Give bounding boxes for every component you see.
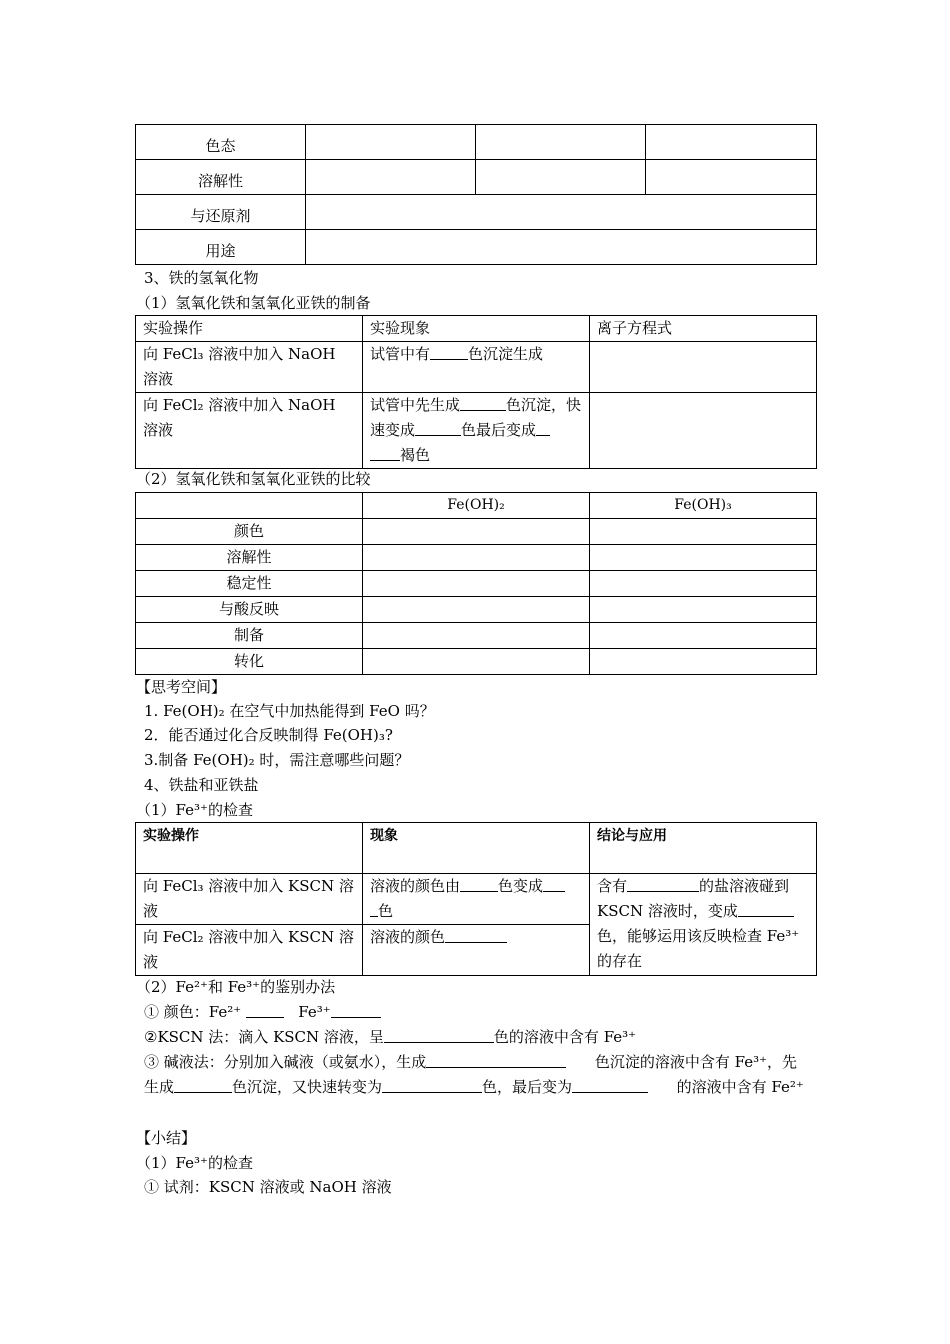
row-label: 转化 <box>136 649 363 675</box>
section-title: 4、铁盐和亚铁盐 <box>144 776 259 794</box>
column-header <box>363 823 590 874</box>
column-header: 实验现象 <box>363 316 590 342</box>
table-cell[interactable] <box>590 519 817 545</box>
column-header: 离子方程式 <box>590 316 817 342</box>
column-header <box>136 823 363 874</box>
row-label: 色态 <box>136 125 306 160</box>
subsection-title: （2）氢氧化铁和氢氧化亚铁的比较 <box>136 470 371 488</box>
preparation-table <box>135 315 817 469</box>
header-text: 现象 <box>370 828 398 844</box>
summary-title: 【小结】 <box>136 1129 197 1147</box>
phenomenon-cell <box>363 393 590 469</box>
fill-blank[interactable] <box>445 928 507 943</box>
fill-blank[interactable] <box>738 902 794 917</box>
table-cell[interactable] <box>363 597 590 623</box>
fill-blank[interactable] <box>384 1028 494 1043</box>
operation-cell: 向 FeCl₃ 溶液中加入 NaOH 溶液 <box>136 342 363 393</box>
text: Fe³⁺ <box>298 1003 331 1021</box>
text: 的溶液中含有 Fe²⁺ <box>676 1078 804 1096</box>
table-cell[interactable] <box>590 649 817 675</box>
table-cell[interactable] <box>646 125 817 160</box>
row-label: 溶解性 <box>136 545 363 571</box>
table-cell <box>136 493 363 519</box>
subsection-title: （1）Fe³⁺的检查 <box>136 801 253 819</box>
fill-blank[interactable] <box>430 345 468 360</box>
subsection-title: （1）氢氧化铁和氢氧化亚铁的制备 <box>136 294 371 312</box>
table-cell[interactable] <box>306 160 476 195</box>
column-header <box>590 823 817 874</box>
text: 色最后变成 <box>461 421 537 439</box>
table-cell[interactable] <box>363 649 590 675</box>
row-label: 颜色 <box>136 519 363 545</box>
text: 色沉淀的溶液中含有 Fe³⁺，先生成 <box>144 1053 798 1096</box>
subsection-title: （1）Fe³⁺的检查 <box>136 1154 253 1172</box>
header-text: 结论与应用 <box>597 828 667 844</box>
text: 色沉淀，快速变成 <box>370 396 582 439</box>
properties-table <box>135 124 817 265</box>
fill-blank[interactable] <box>536 421 550 436</box>
fill-blank[interactable] <box>382 1078 482 1093</box>
row-label: 制备 <box>136 623 363 649</box>
think-title: 【思考空间】 <box>136 678 227 696</box>
text: 褐色 <box>400 446 431 464</box>
table-cell[interactable] <box>363 519 590 545</box>
text: 溶液的颜色由 <box>370 877 461 895</box>
text: 色变成 <box>498 877 544 895</box>
operation-cell: 向 FeCl₂ 溶液中加入 NaOH 溶液 <box>136 393 363 469</box>
method-2 <box>144 1027 636 1047</box>
fill-blank[interactable] <box>426 1053 566 1068</box>
table-cell[interactable] <box>476 160 646 195</box>
equation-cell[interactable] <box>590 342 817 393</box>
header-text: 实验操作 <box>143 828 199 844</box>
phenomenon-cell <box>363 342 590 393</box>
phenomenon-cell <box>363 925 590 976</box>
method-3 <box>144 1050 806 1100</box>
row-label: 与酸反映 <box>136 597 363 623</box>
row-label: 稳定性 <box>136 571 363 597</box>
text: 溶液的颜色 <box>370 928 446 946</box>
question-3: 3.制备 Fe(OH)₂ 时，需注意哪些问题？ <box>144 751 410 769</box>
column-header: 实验操作 <box>136 316 363 342</box>
method-1 <box>144 1002 381 1022</box>
fill-blank[interactable] <box>331 1003 381 1018</box>
table-cell[interactable] <box>363 545 590 571</box>
text: 色，最后变为 <box>482 1078 573 1096</box>
fill-blank[interactable] <box>370 446 400 461</box>
text: ③ 碱液法：分别加入碱液（或氨水），生成 <box>144 1053 427 1071</box>
text: 试管中先生成 <box>370 396 461 414</box>
fill-blank[interactable] <box>572 1078 648 1093</box>
text: 含有 <box>597 877 628 895</box>
fill-blank[interactable] <box>370 902 378 917</box>
table-cell[interactable] <box>306 125 476 160</box>
equation-cell[interactable] <box>590 393 817 469</box>
phenomenon-cell <box>363 874 590 925</box>
text: 试管中有 <box>370 345 431 363</box>
comparison-table <box>135 492 817 675</box>
table-cell[interactable] <box>476 125 646 160</box>
fill-blank[interactable] <box>174 1078 232 1093</box>
table-cell[interactable] <box>306 195 817 230</box>
fill-blank[interactable] <box>246 1003 284 1018</box>
text: 色沉淀，又快速转变为 <box>232 1078 383 1096</box>
conclusion-cell <box>590 874 817 976</box>
table-cell[interactable] <box>646 160 817 195</box>
question-2: 2．能否通过化合反映制得 Fe(OH)₃? <box>144 726 393 744</box>
operation-cell: 向 FeCl₂ 溶液中加入 KSCN 溶液 <box>136 925 363 976</box>
subsection-title: （2）Fe²⁺和 Fe³⁺的鉴别办法 <box>136 978 336 996</box>
column-header: Fe(OH)₃ <box>590 493 817 519</box>
fill-blank[interactable] <box>460 877 498 892</box>
table-cell[interactable] <box>306 230 817 265</box>
table-cell[interactable] <box>363 571 590 597</box>
text: 的盐溶液碰到 KSCN 溶液时，变成 <box>597 877 790 920</box>
table-cell[interactable] <box>590 571 817 597</box>
text: ②KSCN 法：滴入 KSCN 溶液，呈 <box>144 1028 384 1046</box>
text: 色，能够运用该反映检查 Fe³⁺的存在 <box>597 927 800 970</box>
text: 色的溶液中含有 Fe³⁺ <box>493 1028 637 1046</box>
section-title: 3、铁的氢氧化物 <box>144 269 259 287</box>
row-label: 用途 <box>136 230 306 265</box>
row-label: 溶解性 <box>136 160 306 195</box>
fill-blank[interactable] <box>460 396 506 411</box>
summary-line-1: ① 试剂：KSCN 溶液或 NaOH 溶液 <box>144 1178 392 1196</box>
text: ① 颜色：Fe²⁺ <box>144 1003 242 1021</box>
column-header: Fe(OH)₂ <box>363 493 590 519</box>
text: 色 <box>378 902 394 920</box>
question-1: 1. Fe(OH)₂ 在空气中加热能得到 FeO 吗？ <box>144 702 435 720</box>
table-cell[interactable] <box>590 545 817 571</box>
operation-cell: 向 FeCl₃ 溶液中加入 KSCN 溶液 <box>136 874 363 925</box>
table-cell[interactable] <box>363 623 590 649</box>
fill-blank[interactable] <box>543 877 565 892</box>
table-cell[interactable] <box>590 597 817 623</box>
fe3-test-table <box>135 822 817 976</box>
table-cell[interactable] <box>590 623 817 649</box>
fill-blank[interactable] <box>415 421 461 436</box>
text: 色沉淀生成 <box>468 345 544 363</box>
row-label: 与还原剂 <box>136 195 306 230</box>
fill-blank[interactable] <box>627 877 699 892</box>
